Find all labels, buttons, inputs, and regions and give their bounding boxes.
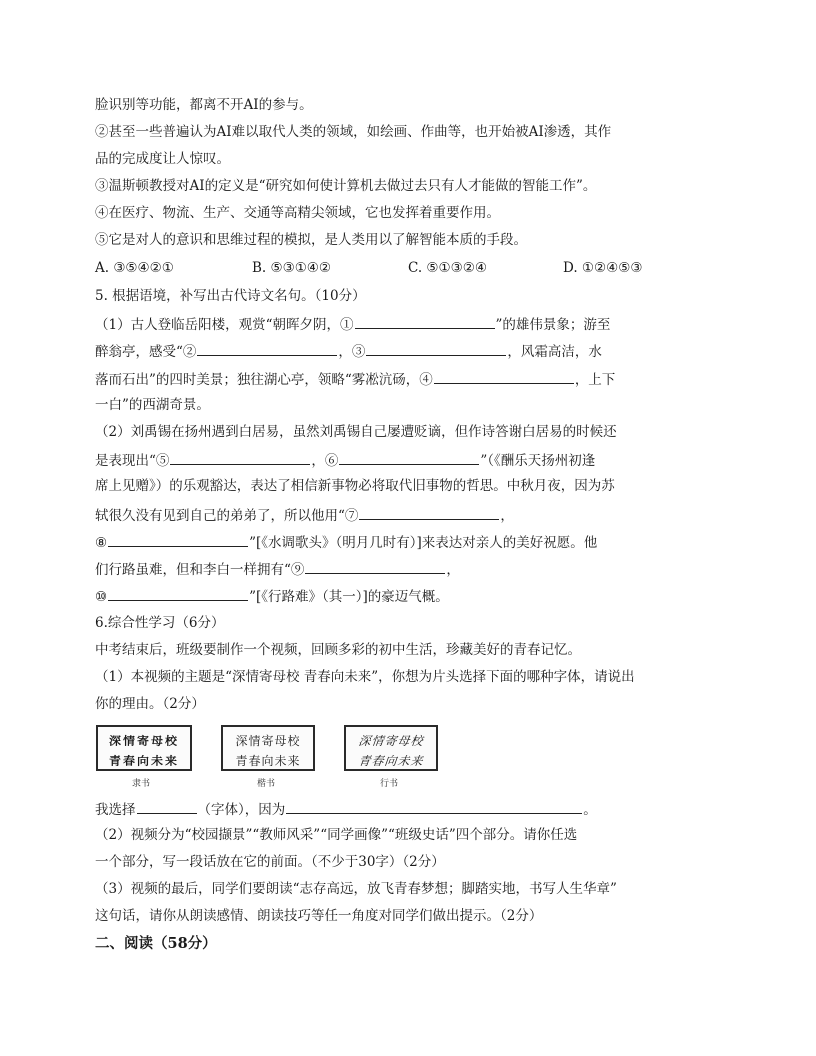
- font-sample-row: 深情寄母校: [357, 734, 425, 748]
- line-text: ，③: [338, 344, 366, 360]
- font-caption-xingshu: 行书: [380, 779, 399, 789]
- line-text: ，: [500, 508, 514, 524]
- text-line: （3）视频的最后，同学们要朗读“志存高远，放飞青春梦想；脚踏实地，书写人生华章”: [95, 881, 617, 897]
- option-d[interactable]: D. ①②④⑤③: [563, 260, 643, 276]
- fill-blank-1[interactable]: [355, 314, 495, 329]
- font-sample-xingshu[interactable]: [344, 725, 438, 771]
- line-text: （字体），因为: [197, 802, 286, 818]
- line-text: ”（《酬乐天扬州初逢: [480, 453, 596, 469]
- line-text: ，风霜高洁，水: [507, 344, 602, 360]
- line-text: 们行路虽难，但和李白一样拥有“⑨: [95, 562, 305, 578]
- text-line: ③温斯顿教授对AI的定义是“研究如何使计算机去做过去只有人才能做的智能工作”。: [95, 178, 597, 194]
- font-sample-row: 青春向未来: [357, 754, 425, 768]
- text-line: [95, 559, 460, 579]
- line-text: （1）古人登临岳阳楼，观赏“朝晖夕阴，①: [95, 317, 354, 333]
- option-b[interactable]: B. ⑤③①④②: [252, 260, 332, 276]
- text-line: [95, 450, 595, 470]
- text-line: [95, 369, 615, 389]
- line-text: ”[《水调歌头》（明月几时有）]来表达对亲人的美好祝愿。他: [249, 535, 598, 551]
- font-sample-row: 青春向未来: [108, 754, 179, 768]
- line-text: ⑩: [95, 589, 108, 605]
- option-a[interactable]: A. ③⑤④②①: [95, 260, 174, 276]
- line-text: ”的雄伟景象；游至: [495, 317, 611, 333]
- fill-blank-5[interactable]: [170, 450, 310, 465]
- line-text: 醉翁亭，感受“②: [95, 344, 197, 360]
- line-text: ，⑥: [311, 453, 339, 469]
- fill-blank-9[interactable]: [305, 559, 445, 574]
- line-text: 我选择: [95, 802, 136, 818]
- font-sample-lishu[interactable]: [96, 725, 192, 771]
- font-sample-row: 青春向未来: [235, 754, 301, 768]
- text-line: [95, 799, 597, 819]
- line-text: ⑧: [95, 535, 108, 551]
- fill-blank-6[interactable]: [339, 450, 479, 465]
- line-text: 是表现出“⑤: [95, 453, 170, 469]
- fill-blank-2[interactable]: [197, 341, 337, 356]
- line-text: 。: [583, 802, 597, 818]
- text-line: [95, 505, 514, 525]
- line-text: ”[《行路难》（其一）]的豪迈气概。: [249, 589, 449, 605]
- text-line: 席上见赠》）的乐观豁达，表达了相信新事物必将取代旧事物的哲思。中秋月夜，因为苏: [95, 478, 615, 494]
- font-choice-blank[interactable]: [137, 799, 197, 814]
- text-line: 这句话，请你从朗读感情、朗读技巧等任一角度对同学们做出提示。（2分）: [95, 908, 543, 924]
- text-line: 你的理由。（2分）: [95, 696, 205, 712]
- line-text: 轼很久没有见到自己的弟弟了，所以他用“⑦: [95, 508, 359, 524]
- text-line: 品的完成度让人惊叹。: [95, 151, 230, 167]
- section-heading: 二、阅读（58分）: [95, 935, 217, 952]
- question-6-title: 6.综合性学习（6分）: [95, 615, 225, 631]
- text-line: （2）视频分为“校园撷景”“教师风采”“同学画像”“班级史话”四个部分。请你任选: [95, 827, 578, 843]
- font-sample-row: 深情寄母校: [108, 734, 179, 748]
- font-sample-kaishu[interactable]: [221, 725, 315, 771]
- fill-blank-4[interactable]: [434, 369, 574, 384]
- text-line: 一白”的西湖奇景。: [95, 397, 210, 413]
- option-c[interactable]: C. ⑤①③②④: [408, 260, 487, 276]
- question-5-title: 5. 根据语境，补写出古代诗文名句。（10分）: [95, 288, 366, 304]
- font-caption-lishu: 隶书: [132, 779, 151, 789]
- text-line: （1）本视频的主题是“深情寄母校 青春向未来”，你想为片头选择下面的哪种字体，请说出: [95, 669, 635, 685]
- reason-blank[interactable]: [286, 799, 582, 814]
- text-line: [95, 314, 610, 334]
- line-text: ，: [446, 562, 460, 578]
- text-line: ④在医疗、物流、生产、交通等高精尖领域，它也发挥着重要作用。: [95, 205, 500, 221]
- font-sample-row: 深情寄母校: [235, 734, 301, 748]
- text-line: [95, 532, 597, 552]
- text-line: [95, 586, 449, 606]
- text-line: 脸识别等功能，都离不开AI的参与。: [95, 97, 313, 113]
- text-line: 中考结束后，班级要制作一个视频，回顾多彩的初中生活，珍藏美好的青春记忆。: [95, 642, 581, 658]
- line-text: 落而石出”的四时美景；独往湖心亭，领略“雾凇沆砀，④: [95, 372, 433, 388]
- text-line: ②甚至一些普遍认为AI难以取代人类的领域，如绘画、作曲等，也开始被AI渗透，其作: [95, 124, 612, 140]
- font-caption-kaishu: 楷书: [257, 779, 276, 789]
- fill-blank-10[interactable]: [108, 586, 248, 601]
- fill-blank-7[interactable]: [359, 505, 499, 520]
- text-line: [95, 341, 602, 361]
- fill-blank-8[interactable]: [108, 532, 248, 547]
- text-line: ⑤它是对人的意识和思维过程的模拟，是人类用以了解智能本质的手段。: [95, 232, 527, 248]
- fill-blank-3[interactable]: [366, 341, 506, 356]
- line-text: ，上下: [574, 372, 616, 388]
- text-line: 一个部分，写一段话放在它的前面。（不少于30字）（2分）: [95, 854, 445, 870]
- text-line: （2）刘禹锡在扬州遇到白居易，虽然刘禹锡自己屡遭贬谪，但作诗答谢白居易的时候还: [95, 424, 617, 440]
